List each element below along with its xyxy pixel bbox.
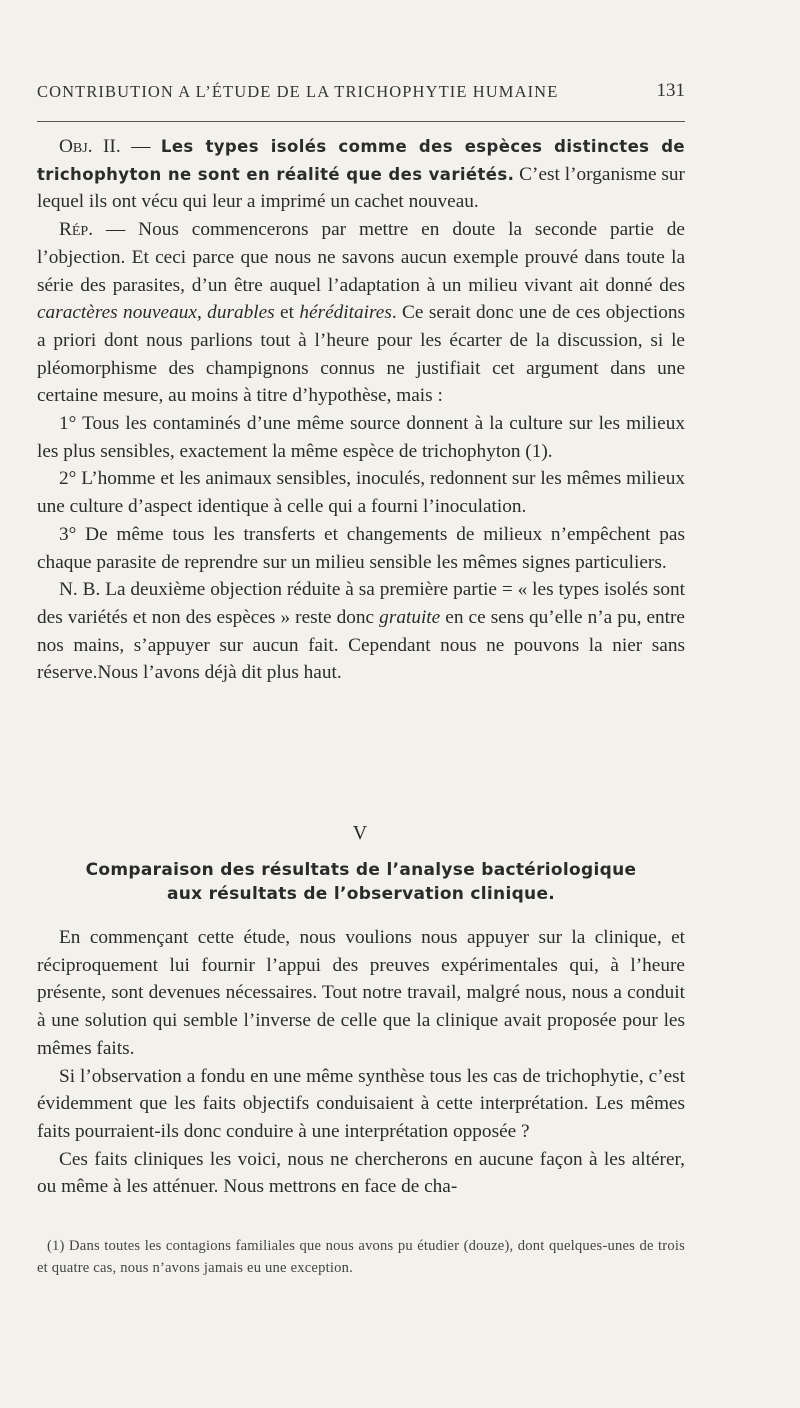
reponse-italic: caractères nouveaux: [37, 302, 197, 324]
reponse-text: Nous commencerons par mettre en doute la seconde partie de l’objection. Et ceci parce que nous ne savons aucun exemple prouvé dans toute la série des parasites, d’un être auquel l’adaptation à un milieu vivant ait donné des: [37, 219, 685, 296]
nb-text: N. B. La deuxième objection réduite à sa première partie = « les types isolés sont des variétés et non des espèces » reste donc: [37, 579, 685, 628]
running-header: [37, 82, 685, 102]
page-number: 131: [656, 80, 685, 101]
nb-text: en ce sens qu’elle n’a pu, entre nos mains, s’appuyer sur aucun fait. Cependant nous ne pouvons la nier sans réserve.Nous l’avons déjà dit plus haut.: [37, 606, 685, 684]
objection-bold-text: Les types isolés comme des espèces distinctes de trichophyton ne sont en réalité que des variétés.: [37, 137, 685, 184]
reponse-text: ,: [196, 302, 208, 324]
reponse-paragraph: [37, 216, 685, 410]
running-title: CONTRIBUTION A L’ÉTUDE DE LA TRICHOPHYTIE HUMAINE: [37, 82, 559, 101]
section-paragraph-1: En commençant cette étude, nous voulions nous appuyer sur la clinique, et réciproquement lui fournir l’appui des preuves expérimentales qui, à l’heure présente, sont devenues nécessaires. Tout notre travail, malgré nous, nous a conduit à une solution qui semble l’inverse de celle que la clinique avait proposée pour les mêmes faits.: [37, 927, 685, 1059]
section-number: V: [352, 822, 368, 844]
nb-italic: gratuite: [379, 606, 441, 628]
objection-rest: C’est l’organisme sur lequel ils ont vécu qui leur a imprimé un cachet nouveau.: [37, 163, 685, 213]
main-text: [37, 133, 685, 687]
section-title: [37, 858, 685, 906]
section-title-line: aux résultats de l’observation clinique.: [166, 884, 556, 904]
point-2: 2° L’homme et les animaux sensibles, inoculés, redonnent sur les mêmes milieux une culture d’aspect identique à celle qui a fourni l’inoculation.: [37, 468, 685, 518]
section-paragraph-3: Ces faits cliniques les voici, nous ne chercherons en aucune façon à les altérer, ou même à les atténuer. Nous mettrons en face de cha-: [37, 1148, 685, 1198]
nb-paragraph: [37, 576, 685, 687]
reponse-text: . Ce serait donc une de ces objections a priori dont nous parlions tout à l’heure pour les écarter de la discussion, si le pléomorphisme des champignons connus ne justifiait cet argument dans une certaine mesure, au moins à titre d’hypothèse, mais :: [37, 302, 686, 407]
point-3: 3° De même tous les transferts et changements de milieux n’empêchent pas chaque parasite de reprendre sur un milieu sensible les mêmes signes particuliers.: [37, 523, 685, 573]
reponse-italic: durables: [207, 302, 275, 324]
point-1: 1° Tous les contaminés d’une même source donnent à la culture sur les milieux les plus sensibles, exactement la même espèce de trichophyton (1).: [37, 413, 685, 462]
reponse-text: et: [274, 302, 300, 324]
header-rule: [37, 121, 685, 122]
objection-paragraph: [37, 133, 685, 216]
footnote-text: (1) Dans toutes les contagions familiales que nous avons pu étudier (douze), dont quelques-unes de trois et quatre cas, nous n’avons jamais eu une exception.: [37, 1238, 685, 1276]
section-paragraph-2: Si l’observation a fondu en une même synthèse tous les cas de trichophytie, c’est évidemment que les faits objectifs conduisaient à cette interprétation. Les mêmes faits pourraient-ils donc conduire à une interprétation opposée ?: [37, 1065, 685, 1142]
reponse-italic: héréditaires: [299, 302, 392, 324]
section-text: [37, 924, 685, 1201]
objection-label: Obj. II. —: [59, 136, 151, 157]
footnote: [37, 1236, 685, 1279]
section-title-line: Comparaison des résultats de l’analyse bactériologique: [85, 860, 637, 880]
reponse-label: Rép. —: [59, 219, 126, 241]
